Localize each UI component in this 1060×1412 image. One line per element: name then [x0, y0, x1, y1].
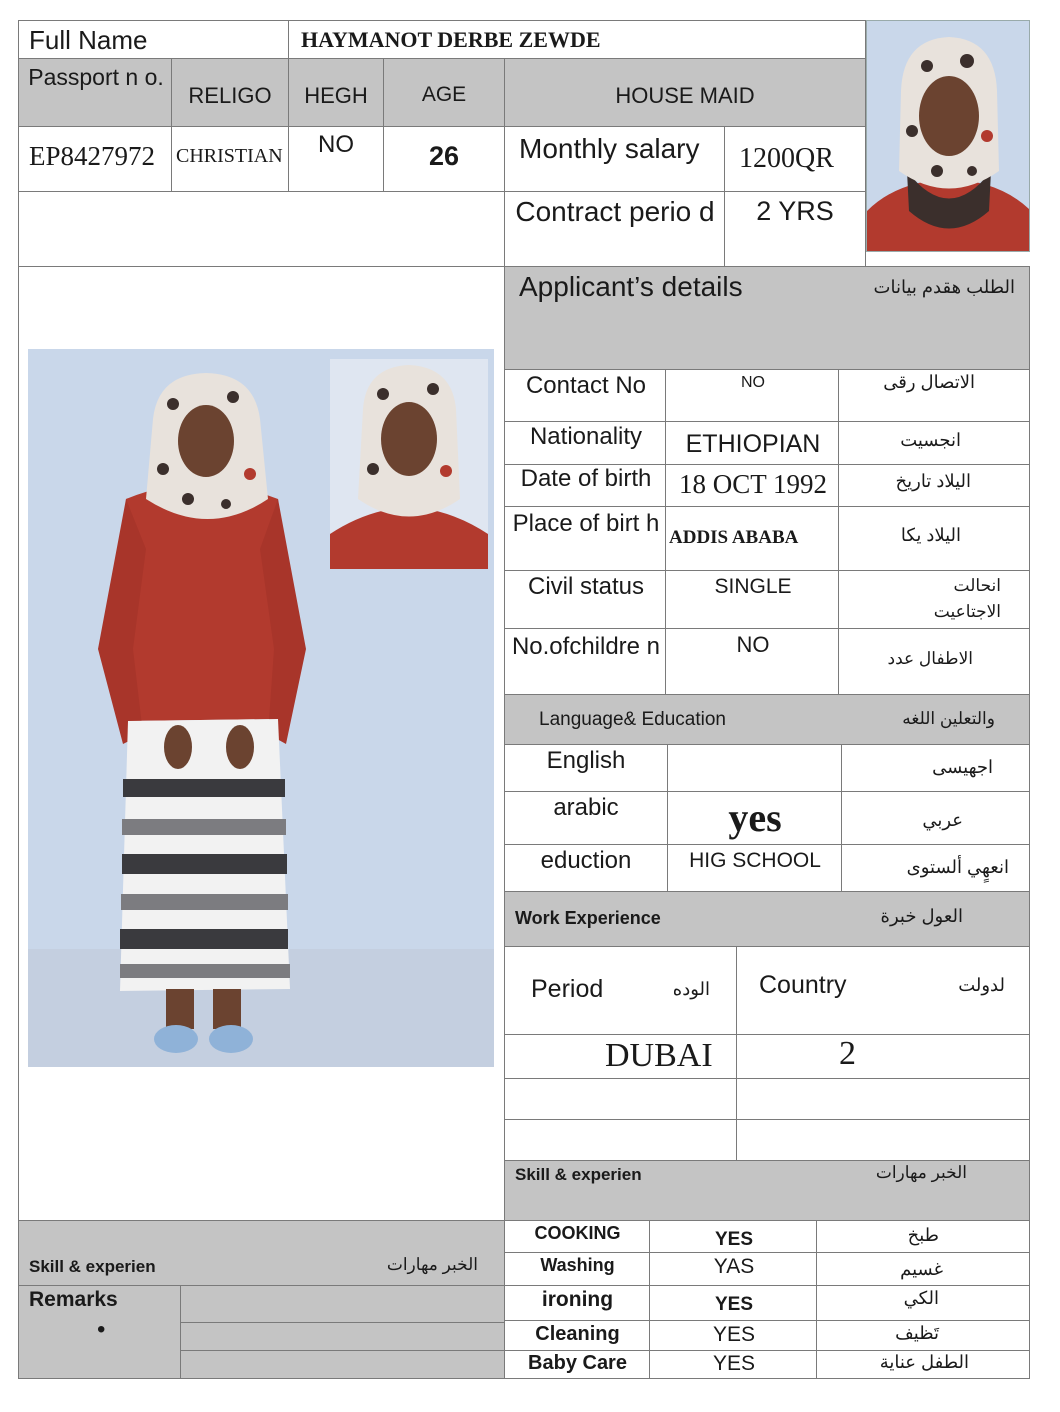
language-row-education: [504, 844, 1030, 892]
applicant-label: No.ofchildre n: [511, 633, 661, 660]
full-name-value-cell: [288, 20, 866, 59]
applicant-label: Place of birt h: [512, 510, 660, 537]
applicant-arabic: اليلاد تاريخ: [895, 471, 971, 491]
applicant-title: Applicant’s details: [519, 271, 743, 302]
passport-value: EP8427972: [29, 141, 156, 171]
applicant-divider-1: [665, 369, 666, 695]
skill-label: Baby Care: [528, 1352, 627, 1374]
language-row-arabic: [504, 791, 1030, 845]
skill-arabic: طبخ: [907, 1225, 939, 1245]
skills-header: [504, 1160, 1030, 1221]
religion-value-cell: [171, 126, 289, 192]
language-value: HIG SCHOOL: [689, 849, 821, 872]
language-label: English: [546, 747, 626, 774]
standing-person-image: [28, 349, 494, 1067]
height-label: HEGH: [304, 83, 368, 108]
applicant-title-ar: الطلب هقدم بيانات: [873, 277, 1015, 297]
remarks-label: Remarks: [29, 1288, 118, 1311]
skills-row-babycare: [504, 1350, 1030, 1379]
work-col-header-period: [504, 946, 737, 1035]
contract-label-cell: [504, 191, 725, 267]
remarks-bullet: •: [97, 1316, 106, 1343]
applicant-arabic: الاتصال رقى: [883, 372, 975, 392]
language-label: eduction: [540, 847, 632, 874]
work-row-2-col-2: [736, 1078, 1030, 1120]
applicant-arabic: انحالت الاجتاعيت: [933, 576, 1001, 621]
work-title-ar: العول خبرة: [880, 906, 963, 926]
language-title: Language& Education: [539, 709, 726, 730]
applicant-header: [504, 266, 1030, 370]
language-divider-2: [841, 744, 842, 892]
full-name-label-cell: [18, 20, 289, 59]
applicant-arabic: انجسيت: [900, 430, 961, 450]
skill-label: Cleaning: [535, 1323, 620, 1345]
age-label: AGE: [421, 83, 467, 106]
salary-label: Monthly salary: [519, 133, 700, 164]
religion-value: CHRISTIAN: [176, 145, 283, 167]
skills-title: Skill & experien: [515, 1165, 642, 1184]
applicant-value: NO: [736, 632, 770, 657]
language-divider-1: [667, 744, 668, 892]
work-row-3-col-1: [504, 1119, 737, 1161]
applicant-value: SINGLE: [714, 575, 792, 598]
language-label: arabic: [553, 794, 619, 821]
language-arabic: اجهيسى: [932, 757, 993, 777]
skill-value: YES: [714, 1229, 754, 1250]
passport-label-cell: [18, 58, 172, 127]
work-country-label: Country: [759, 971, 847, 999]
skill-arabic: الكي: [903, 1288, 939, 1308]
salary-value-cell: [724, 126, 866, 192]
work-row-2-col-1: [504, 1078, 737, 1120]
work-country-ar: لدولت: [958, 975, 1005, 995]
applicant-arabic: اليلاد يكا: [900, 525, 961, 545]
language-arabic: عربي: [922, 810, 963, 830]
left-skills-header: [18, 1220, 505, 1286]
height-label-cell: [288, 58, 384, 127]
applicant-value: 18 OCT 1992: [678, 469, 827, 499]
religion-label-cell: [171, 58, 289, 127]
applicant-row-nationality: [504, 421, 1030, 465]
applicant-value: ETHIOPIAN: [685, 430, 821, 458]
age-value: 26: [428, 141, 460, 171]
skill-label: COOKING: [534, 1223, 621, 1243]
applicant-label: Contact No: [525, 372, 647, 399]
position-value: HOUSE MAID: [615, 83, 755, 108]
salary-value: 1200QR: [739, 143, 834, 174]
applicant-label: Nationality: [529, 423, 643, 450]
full-name-label: Full Name: [29, 25, 148, 55]
passport-value-cell: [18, 126, 172, 192]
applicant-value: ADDIS ABABA: [669, 527, 799, 548]
passport-photo-frame: [866, 20, 1030, 252]
contract-label: Contract perio d: [515, 196, 715, 227]
skill-label: Washing: [540, 1255, 615, 1275]
blank-left-cell: [18, 191, 505, 267]
applicant-row-civil: [504, 570, 1030, 629]
contract-value-cell: [724, 191, 866, 267]
remarks-line-1: [180, 1285, 505, 1323]
language-arabic: انعهٍي ألستوى: [906, 857, 1009, 877]
work-row-1-country: DUBAI: [605, 1037, 713, 1074]
skills-row-ironing: [504, 1285, 1030, 1321]
skills-title-ar: الخبر مهارات: [875, 1163, 967, 1182]
language-header: [504, 694, 1030, 745]
age-label-cell: [383, 58, 505, 127]
applicant-value: NO: [741, 374, 765, 391]
age-value-cell: [383, 126, 505, 192]
work-row-1-col-2: [736, 1034, 1030, 1079]
left-skills-title-ar: الخبر مهارات: [386, 1255, 478, 1274]
skills-divider-2: [816, 1220, 817, 1379]
skill-arabic: تَظيف: [895, 1323, 939, 1343]
work-header: [504, 891, 1030, 947]
contract-value: 2 YRS: [756, 196, 834, 226]
applicant-label: Date of birth: [520, 465, 652, 492]
work-period-label: Period: [531, 975, 604, 1003]
remarks-line-3: [180, 1350, 505, 1379]
work-title: Work Experience: [515, 908, 661, 928]
passport-photo: [867, 21, 1030, 252]
language-row-english: [504, 744, 1030, 792]
salary-label-cell: [504, 126, 725, 192]
skills-row-cleaning: [504, 1320, 1030, 1351]
position-cell: [504, 58, 866, 127]
height-value-cell: [288, 126, 384, 192]
skill-arabic: الطفل عناية: [879, 1352, 969, 1372]
skill-value: YAS: [713, 1255, 755, 1278]
skill-arabic: غسيم: [900, 1259, 943, 1279]
religion-label: RELIGO: [188, 83, 272, 108]
applicant-arabic: الاطفال عدد: [887, 649, 973, 668]
skill-label: ironing: [541, 1288, 614, 1311]
language-title-ar: والتعلين اللغه: [902, 709, 995, 728]
remarks-line-2: [180, 1322, 505, 1351]
skills-row-washing: [504, 1252, 1030, 1286]
skills-divider-1: [649, 1220, 650, 1379]
work-period-ar: الوده: [672, 979, 710, 999]
skill-value: YES: [714, 1294, 754, 1315]
applicant-row-contact: [504, 369, 1030, 422]
height-value: NO: [318, 131, 354, 158]
applicant-row-children: [504, 628, 1030, 695]
language-value: yes: [728, 795, 782, 840]
skill-value: YES: [712, 1323, 756, 1346]
work-row-1-period: 2: [839, 1035, 856, 1072]
applicant-divider-2: [838, 369, 839, 695]
full-body-photo: [28, 349, 494, 1067]
left-skills-title: Skill & experien: [29, 1257, 156, 1276]
work-row-3-col-2: [736, 1119, 1030, 1161]
applicant-row-dob: [504, 464, 1030, 507]
applicant-row-pob: [504, 506, 1030, 571]
work-row-1-col-1: [504, 1034, 737, 1079]
applicant-label: Civil status: [527, 573, 645, 600]
passport-label: Passport n o.: [28, 64, 164, 90]
full-name-value: HAYMANOT DERBE ZEWDE: [301, 27, 601, 52]
remarks-label-cell: [18, 1285, 181, 1379]
work-col-header-country: [736, 946, 1030, 1035]
skill-value: YES: [712, 1352, 756, 1375]
skills-row-cooking: [504, 1220, 1030, 1253]
